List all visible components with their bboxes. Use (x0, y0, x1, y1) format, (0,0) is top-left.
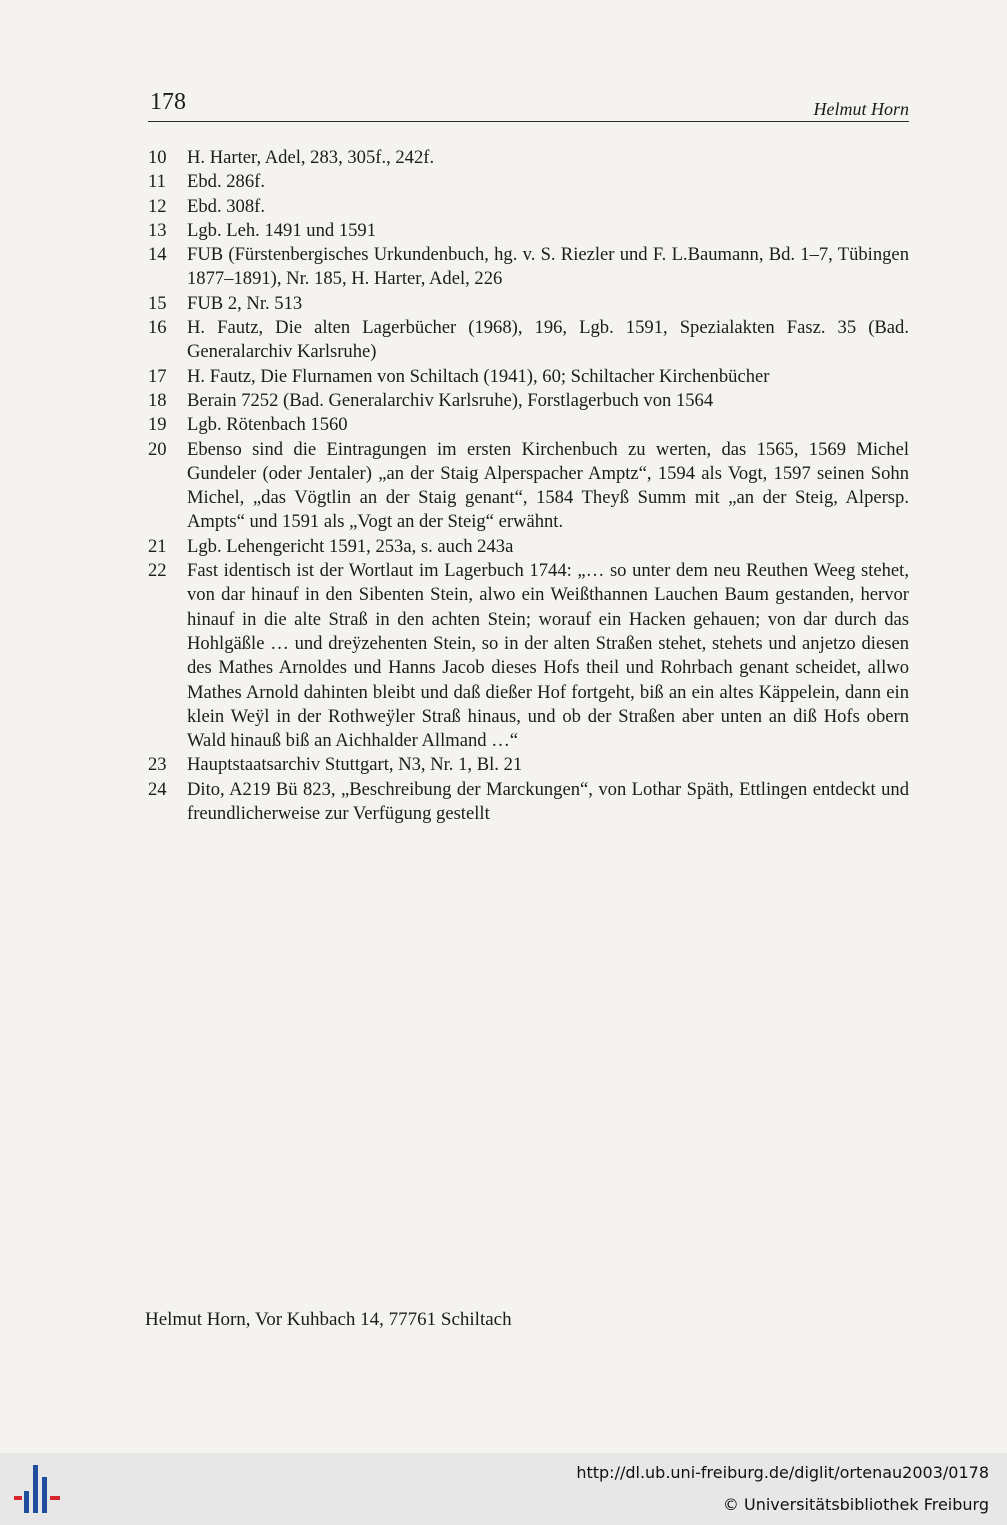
footnote-10 (148, 146, 909, 170)
page-number: 178 (150, 89, 186, 115)
footnote-number: 22 (148, 560, 167, 582)
footnote-text: Ebd. 308f. (187, 195, 265, 217)
footnote-number: 10 (148, 147, 167, 168)
footnote-number: 11 (148, 171, 166, 193)
footnote-number: 17 (148, 365, 167, 387)
footnote-text: Berain 7252 (Bad. Generalarchiv Karlsruhe), Forstlagerbuch von 1564 (187, 389, 714, 411)
footnote-list (148, 146, 909, 826)
footnote-text: Dito, A219 Bü 823, „Beschreibung der Marckungen“, von Lothar Späth, Ettlingen entdeckt und freundlicherweise zur Verfügung gestellt (187, 778, 909, 825)
running-head: Helmut Horn (813, 99, 909, 119)
footnote-number: 15 (148, 292, 167, 314)
footer-copyright: © Universitätsbibliothek Freiburg (722, 1495, 989, 1514)
footnote-text: FUB (Fürstenbergisches Urkundenbuch, hg. v. S. Riezler und F. L.Baumann, Bd. 1–7, Tübingen 1877–1891), Nr. 185, H. Harter, Adel, 226 (187, 244, 909, 290)
footnote-11 (148, 170, 909, 194)
footnote-number: 18 (148, 389, 167, 411)
footnote-text: Lgb. Lehengericht 1591, 253a, s. auch 243a (187, 535, 514, 557)
footnote-number: 13 (148, 219, 167, 241)
footer-url-link[interactable]: http://dl.ub.uni-freiburg.de/diglit/ortenau2003/0178 (576, 1463, 989, 1482)
footnote-14 (148, 243, 909, 292)
footnote-text: H. Fautz, Die Flurnamen von Schiltach (1941), 60; Schiltacher Kirchenbücher (187, 365, 770, 387)
footnote-text: Ebenso sind die Eintragungen im ersten Kirchenbuch zu werten, das 1565, 1569 Michel Gundeler (oder Jentaler) „an der Staig Alperspacher Amptz“, 1594 als Vogt, 1597 seinen Sohn Michel, „das Vögtlin an der Staig genant“, 1584 Theyß Summ mit „an der Steig, Alpersp. Ampts“ und 1591 als „Vogt an der Steig“ erwähnt. (187, 438, 909, 533)
footnote-text: Fast identisch ist der Wortlaut im Lagerbuch 1744: „… so unter dem neu Reuthen Weeg stehet, von dar hinauf in den Sibenten Stein, alwo ein Weißthannen Lauchen Baum gestanden, hervor hinauf in die alte Straß in den achten Stein; worauf ein Hacken gehauen; von dar durch das Hohlgäßle … und dreÿzehenten Stein, so in der alten Straßen stehet, stehets und anjetzo diesen des Mathes Arnoldes und Hanns Jacob dieses Hofs theil und Rohrbach genant scheidet, allwo Mathes Arnold dahinten bleibt und daß dießer Hof fortgeht, biß an ein altes Käppelein, dann ein klein Weÿl in der Rothweÿler Straß hinaus, und ob der Straßen aber unten an diß Hofs obern Wald hinauß biß an Aichhalder Allmand …“ (187, 560, 909, 752)
footnote-19 (148, 413, 909, 437)
footnote-15 (148, 292, 909, 316)
footnote-13 (148, 219, 909, 243)
footnote-text: Ebd. 286f. (187, 171, 265, 193)
footnote-text: H. Harter, Adel, 283, 305f., 242f. (187, 147, 435, 168)
footnote-23 (148, 753, 909, 777)
footnote-text: FUB 2, Nr. 513 (187, 292, 303, 314)
footnote-12 (148, 195, 909, 219)
footnote-24 (148, 778, 909, 827)
author-address: Helmut Horn, Vor Kuhbach 14, 77761 Schiltach (145, 1309, 512, 1330)
footnote-17 (148, 365, 909, 389)
footnote-number: 21 (148, 535, 167, 557)
footnote-18 (148, 389, 909, 413)
footnote-21 (148, 535, 909, 559)
header-rule (148, 121, 909, 122)
footnote-number: 12 (148, 195, 167, 217)
footnote-number: 23 (148, 754, 167, 776)
footnote-number: 16 (148, 317, 167, 339)
footnote-text: Hauptstaatsarchiv Stuttgart, N3, Nr. 1, Bl. 21 (187, 754, 523, 776)
footnote-16 (148, 316, 909, 365)
footnote-text: H. Fautz, Die alten Lagerbücher (1968), 196, Lgb. 1591, Spezialakten Fasz. 35 (Bad. Generalarchiv Karlsruhe) (187, 317, 909, 363)
footnote-number: 24 (148, 778, 167, 800)
ub-freiburg-logo-icon (12, 1463, 64, 1515)
footnote-22 (148, 559, 909, 753)
footnote-number: 20 (148, 438, 167, 460)
footnote-20 (148, 438, 909, 535)
footnote-number: 19 (148, 414, 167, 436)
footnote-text: Lgb. Rötenbach 1560 (187, 414, 348, 436)
footer-bar (0, 1453, 1007, 1525)
footnote-text: Lgb. Leh. 1491 und 1591 (187, 219, 377, 241)
footnote-number: 14 (148, 244, 167, 266)
